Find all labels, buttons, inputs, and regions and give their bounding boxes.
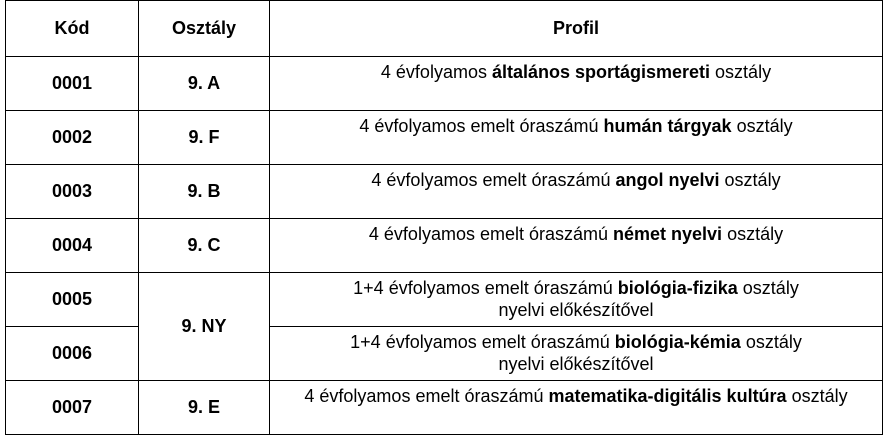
class-table xyxy=(5,0,883,435)
profile-bold: biológia-fizika xyxy=(617,278,738,298)
profile-text-end: osztály xyxy=(740,332,802,352)
code-cell: 0006 xyxy=(6,327,139,381)
table-row xyxy=(6,57,883,111)
class-cell: 9. A xyxy=(139,57,270,111)
profile-bold: humán tárgyak xyxy=(603,116,732,136)
profile-text-end: osztály xyxy=(719,170,781,190)
profile-text-end: osztály xyxy=(710,62,772,82)
profile-bold: matematika-digitális kultúra xyxy=(548,386,787,406)
profile-line2: nyelvi előkészítővel xyxy=(498,354,654,374)
code-cell: 0007 xyxy=(6,381,139,435)
profile-cell xyxy=(270,111,883,165)
class-cell: 9. F xyxy=(139,111,270,165)
profile-text: 4 évfolyamos emelt óraszámú xyxy=(304,386,549,406)
table-row xyxy=(6,219,883,273)
profile-bold: német nyelvi xyxy=(613,224,723,244)
profile-line2: nyelvi előkészítővel xyxy=(498,300,654,320)
code-cell: 0003 xyxy=(6,165,139,219)
table-row xyxy=(6,111,883,165)
profile-cell xyxy=(270,381,883,435)
profile-bold: biológia-kémia xyxy=(614,332,741,352)
profile-text-end: osztály xyxy=(737,278,799,298)
profile-text: 1+4 évfolyamos emelt óraszámú xyxy=(353,278,618,298)
header-class: Osztály xyxy=(139,1,270,57)
profile-text: 1+4 évfolyamos emelt óraszámú xyxy=(350,332,615,352)
class-cell: 9. B xyxy=(139,165,270,219)
code-cell: 0004 xyxy=(6,219,139,273)
class-cell: 9. NY xyxy=(139,273,270,381)
profile-text: 4 évfolyamos emelt óraszámú xyxy=(371,170,616,190)
header-row xyxy=(6,1,883,57)
header-profile: Profil xyxy=(270,1,883,57)
table-row xyxy=(6,381,883,435)
code-cell: 0001 xyxy=(6,57,139,111)
profile-text-end: osztály xyxy=(731,116,793,136)
header-code: Kód xyxy=(6,1,139,57)
code-cell: 0002 xyxy=(6,111,139,165)
class-cell: 9. E xyxy=(139,381,270,435)
table-row xyxy=(6,165,883,219)
profile-cell xyxy=(270,165,883,219)
table-row xyxy=(6,327,883,381)
profile-text: 4 évfolyamos xyxy=(380,62,492,82)
code-cell: 0005 xyxy=(6,273,139,327)
profile-text-end: osztály xyxy=(786,386,848,406)
class-cell: 9. C xyxy=(139,219,270,273)
profile-bold: általános sportágismereti xyxy=(491,62,711,82)
profile-cell xyxy=(270,219,883,273)
profile-text: 4 évfolyamos emelt óraszámú xyxy=(368,224,614,244)
profile-cell xyxy=(270,273,883,327)
profile-bold: angol nyelvi xyxy=(615,170,720,190)
profile-text-end: osztály xyxy=(722,224,784,244)
profile-text: 4 évfolyamos emelt óraszámú xyxy=(359,116,604,136)
profile-cell xyxy=(270,57,883,111)
table-row xyxy=(6,273,883,327)
profile-cell xyxy=(270,327,883,381)
